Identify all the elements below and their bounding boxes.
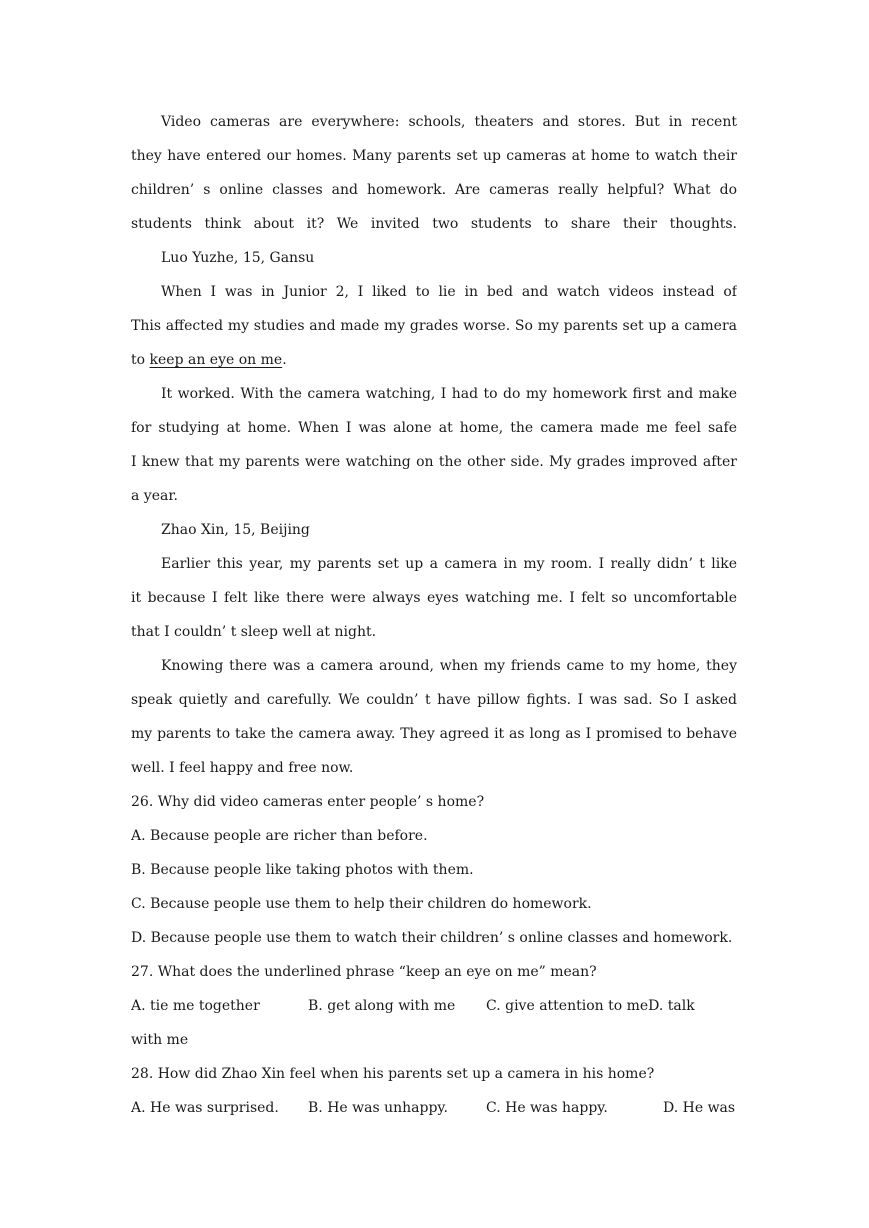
text-line: it because I felt like there were always eyes watching me. I felt so uncomfortable: [131, 590, 737, 606]
text-line: It worked. With the camera watching, I had to do my homework first and make: [161, 386, 737, 402]
text-line: my parents to take the camera away. They agreed it as long as I promised to behave: [131, 726, 737, 742]
text-line: Knowing there was a camera around, when my friends came to my home, they: [161, 658, 737, 674]
option-b: B. He was unhappy.: [308, 1100, 448, 1116]
zhao-paragraph-2: [131, 649, 737, 785]
question-27: [131, 955, 737, 1057]
text-line: I knew that my parents were watching on the other side. My grades improved after: [131, 454, 737, 470]
option-d: D. Because people use them to watch their children’ s online classes and homework.: [131, 930, 733, 946]
option-b: B. Because people like taking photos with them.: [131, 862, 474, 878]
text-line: speak quietly and carefully. We couldn’ t have pillow fights. I was sad. So I asked: [131, 692, 737, 708]
text-line: a year.: [131, 488, 178, 504]
text-line: [131, 343, 737, 377]
text-line: children’ s online classes and homework. Are cameras really helpful? What do: [131, 182, 737, 198]
text-line: they have entered our homes. Many parents set up cameras at home to watch their: [131, 148, 737, 164]
speaker-heading-luo: Luo Yuzhe, 15, Gansu: [161, 250, 315, 266]
text-fragment: .: [282, 352, 287, 368]
underlined-phrase: keep an eye on me: [149, 352, 283, 368]
option-a: A. Because people are richer than before.: [131, 828, 428, 844]
option-wrap: with me: [131, 1032, 189, 1048]
question-26: [131, 785, 737, 955]
question-28: [131, 1057, 737, 1125]
text-line: that I couldn’ t sleep well at night.: [131, 624, 377, 640]
question-stem: 27. What does the underlined phrase “keep an eye on me” mean?: [131, 964, 597, 980]
text-line: Earlier this year, my parents set up a camera in my room. I really didn’ t like: [161, 556, 737, 572]
text-line: for studying at home. When I was alone at home, the camera made me feel safe: [131, 420, 737, 436]
option-a: A. He was surprised.: [131, 1100, 279, 1116]
option-a: A. tie me together: [131, 998, 260, 1014]
speaker-heading-zhao: Zhao Xin, 15, Beijing: [161, 522, 310, 538]
text-line: This affected my studies and made my grades worse. So my parents set up a camera: [131, 318, 737, 334]
option-d: D. He was: [663, 1100, 736, 1116]
intro-paragraph: [131, 105, 737, 241]
zhao-paragraph-1: [131, 547, 737, 649]
text-line: When I was in Junior 2, I liked to lie in bed and watch videos instead of: [161, 284, 737, 300]
text-line: Video cameras are everywhere: schools, theaters and stores. But in recent: [161, 114, 737, 130]
options-row: [131, 989, 737, 1023]
question-stem: 26. Why did video cameras enter people’ s home?: [131, 794, 485, 810]
text-fragment: to: [131, 352, 150, 368]
question-stem: 28. How did Zhao Xin feel when his parents set up a camera in his home?: [131, 1066, 655, 1082]
luo-paragraph-2: [131, 377, 737, 513]
text-line: students think about it? We invited two students to share their thoughts.: [131, 216, 737, 232]
option-c: C. give attention to meD. talk: [486, 998, 695, 1014]
option-b: B. get along with me: [308, 998, 456, 1014]
document-page: [131, 105, 737, 1125]
options-row: [131, 1091, 737, 1125]
text-line: well. I feel happy and free now.: [131, 760, 354, 776]
luo-paragraph-1: [131, 275, 737, 377]
option-c: C. Because people use them to help their children do homework.: [131, 896, 592, 912]
option-c: C. He was happy.: [486, 1100, 608, 1116]
